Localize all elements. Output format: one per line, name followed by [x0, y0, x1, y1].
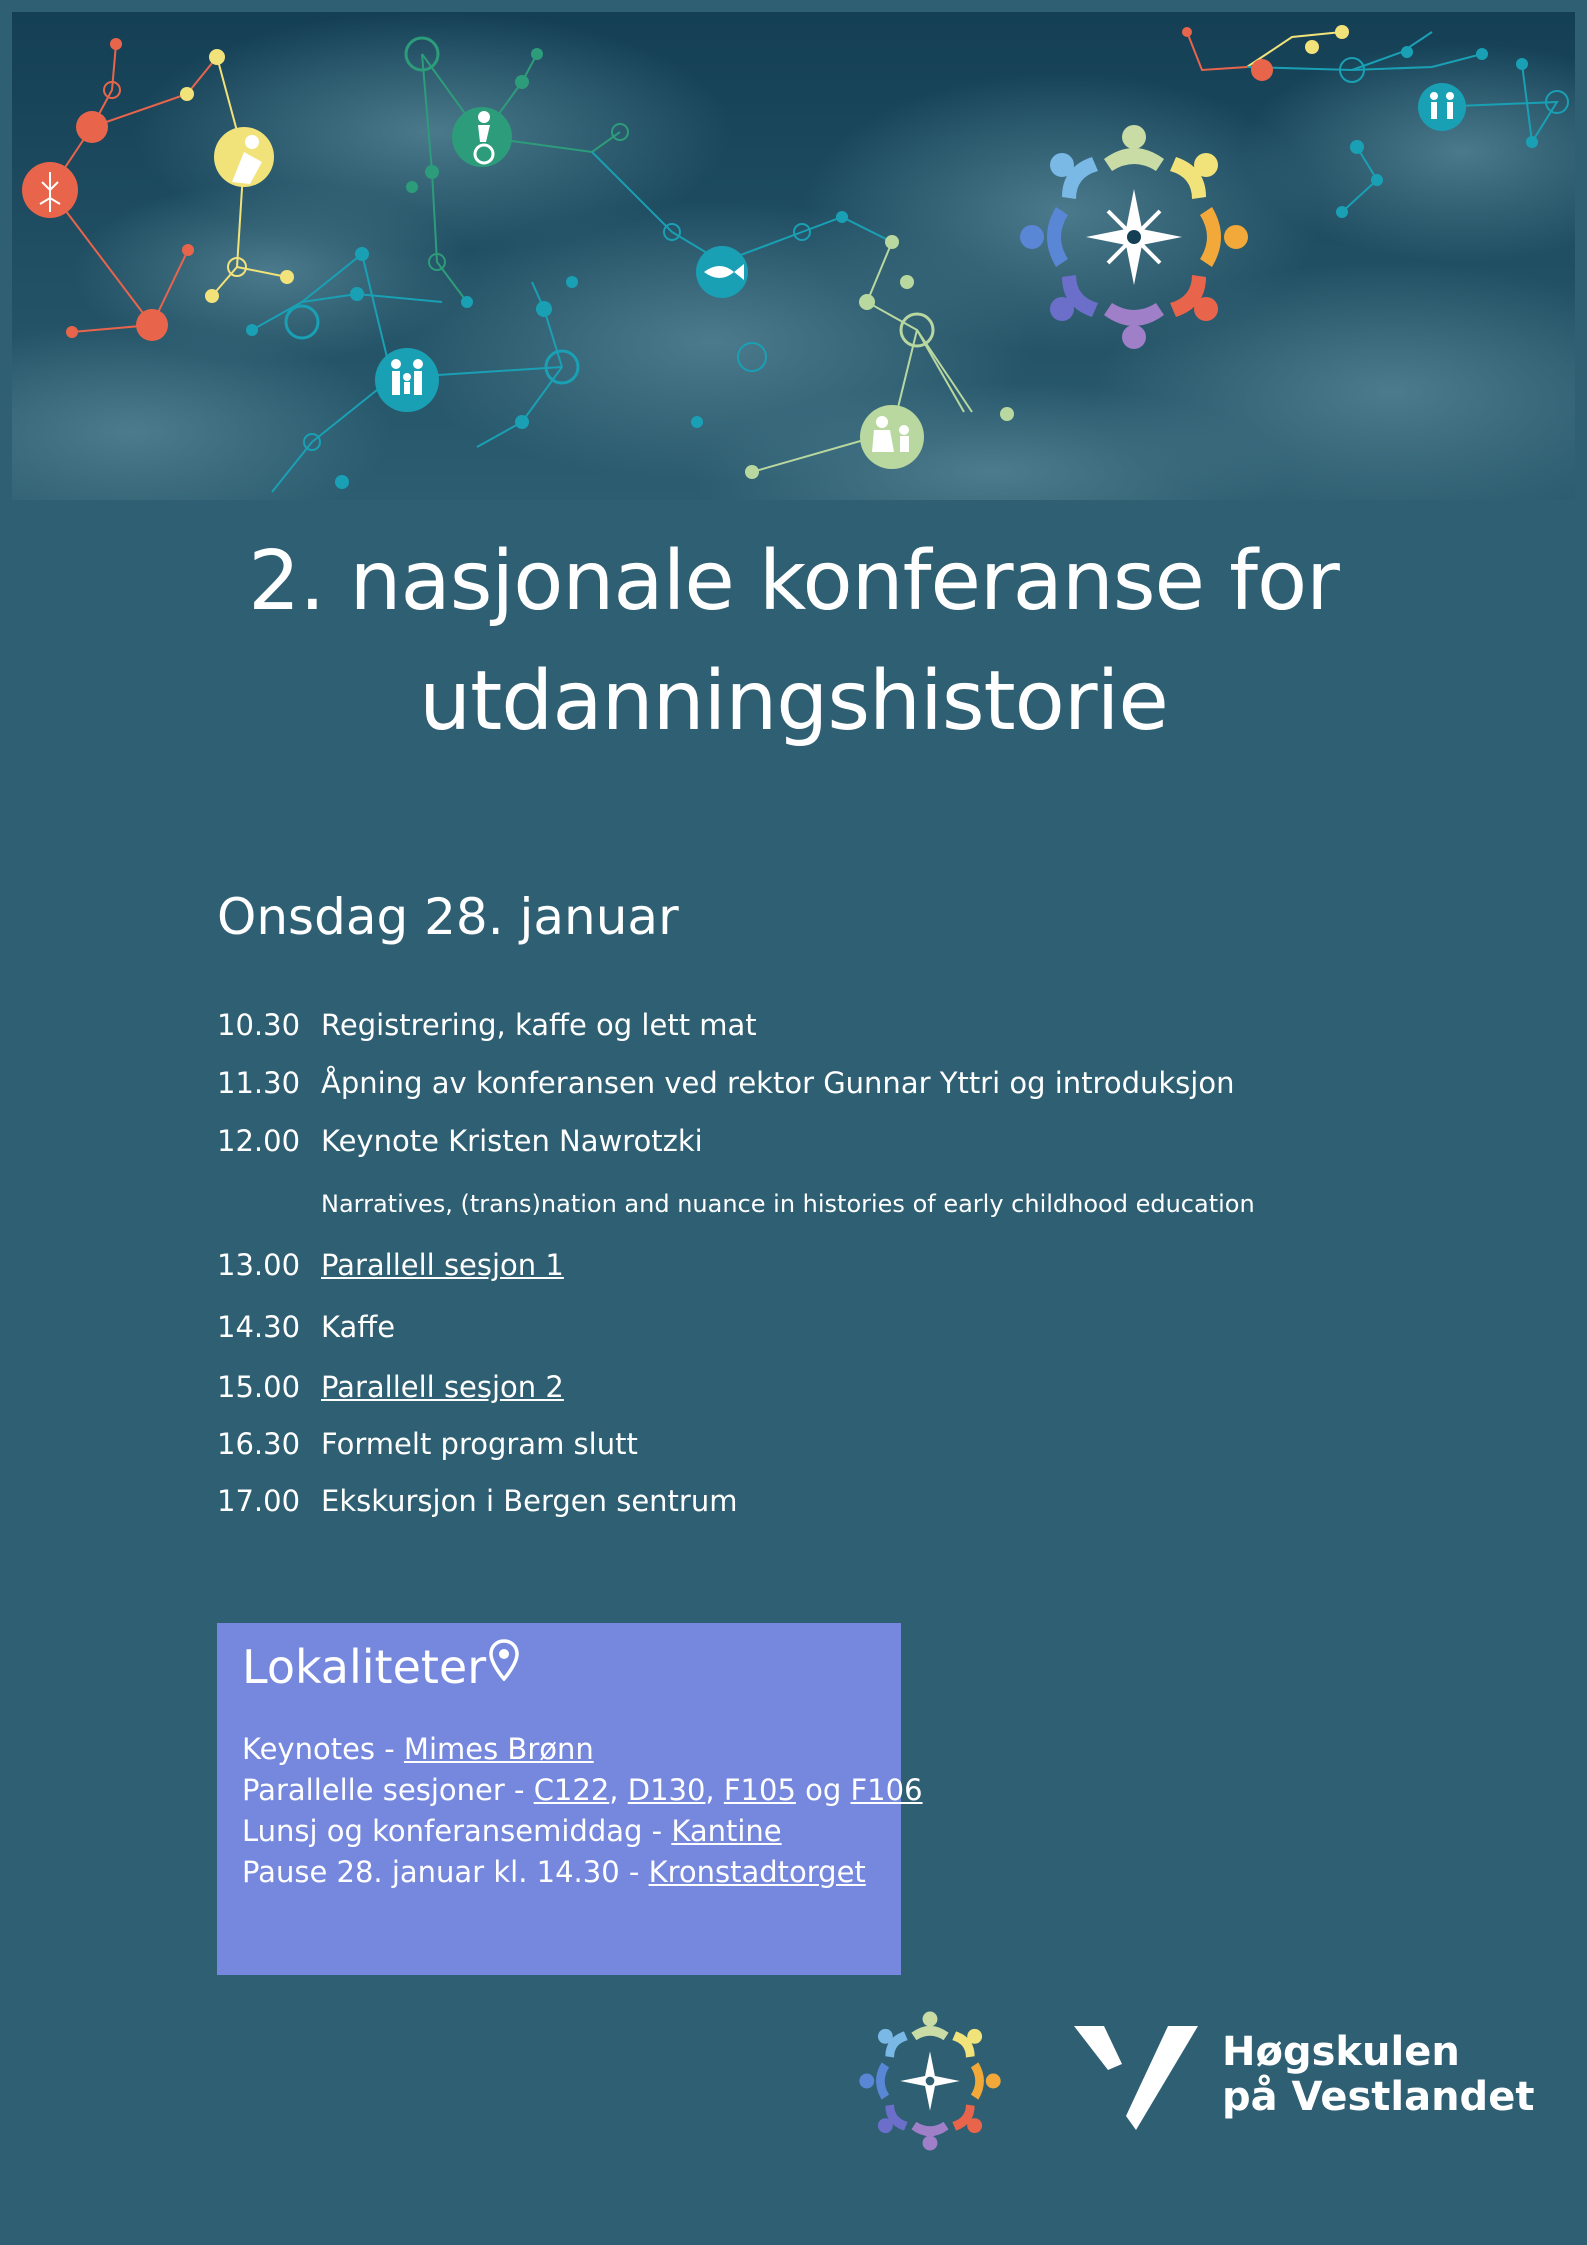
schedule-time: 10.30: [217, 1008, 301, 1042]
schedule-row: [217, 1066, 1234, 1100]
pictogram-tree-icon: [22, 162, 78, 218]
schedule-item: Åpning av konferansen ved rektor Gunnar Yttri og introduksjon: [321, 1066, 1235, 1100]
pictogram-family-icon-small: [1418, 83, 1466, 131]
pictogram-cyclist-icon: [452, 107, 512, 167]
mimes-bronn-link[interactable]: Mimes Brønn: [403, 1732, 594, 1766]
institution-name: [1222, 2030, 1534, 2120]
kronstadtorget-link[interactable]: Kronstadtorget: [648, 1855, 866, 1889]
schedule-item: Formelt program slutt: [321, 1427, 638, 1461]
conference-title-line2: utdanningshistorie: [419, 654, 1168, 749]
conference-title: [0, 522, 1587, 762]
pictogram-care-icon: [860, 405, 924, 469]
footer-compass-logo-icon: [858, 2008, 1002, 2154]
schedule-row: [217, 1427, 638, 1461]
venues-heading: Lokaliteter: [242, 1640, 487, 1694]
pictogram-fish-icon: [696, 246, 748, 298]
schedule-time: 17.00: [217, 1484, 301, 1518]
venue-break-label: Pause 28. januar kl. 14.30 -: [242, 1855, 649, 1889]
schedule-row: [217, 1310, 395, 1344]
conference-title-line1: 2. nasjonale konferanse for: [248, 534, 1339, 629]
venue-lunch: [242, 1811, 923, 1852]
venues-list: [242, 1729, 923, 1893]
kantine-link[interactable]: Kantine: [671, 1814, 782, 1848]
room-f105-link[interactable]: F105: [723, 1773, 796, 1807]
schedule-row: [217, 1248, 564, 1282]
keynote-talk-text: Narratives, (trans)nation and nuance in histories of early childhood education: [321, 1190, 1255, 1218]
room-d130-link[interactable]: D130: [627, 1773, 706, 1807]
pictogram-reading-icon: [214, 127, 274, 187]
venues-box: [217, 1623, 923, 1975]
header-illustration: [12, 12, 1575, 500]
location-pin-icon: [489, 1639, 519, 1681]
separator: ,: [705, 1773, 724, 1807]
separator: ,: [609, 1773, 628, 1807]
schedule-item: Ekskursjon i Bergen sentrum: [321, 1484, 738, 1518]
room-f106-link[interactable]: F106: [850, 1773, 923, 1807]
pictogram-family-icon: [375, 348, 439, 412]
venue-keynotes-label: Keynotes -: [242, 1732, 404, 1766]
schedule-time: 12.00: [217, 1124, 301, 1158]
venue-keynotes: [242, 1729, 923, 1770]
schedule-row: [217, 1484, 737, 1518]
venue-lunch-label: Lunsj og konferansemiddag -: [242, 1814, 672, 1848]
schedule-item: Registrering, kaffe og lett mat: [321, 1008, 757, 1042]
room-c122-link[interactable]: C122: [533, 1773, 610, 1807]
schedule-time: 16.30: [217, 1427, 301, 1461]
venue-break: [242, 1852, 923, 1893]
schedule-time: 13.00: [217, 1248, 301, 1282]
venue-parallel: [242, 1770, 923, 1811]
schedule-time: 15.00: [217, 1370, 301, 1404]
schedule-time: 11.30: [217, 1066, 301, 1100]
institution-name-line2: på Vestlandet: [1222, 2074, 1535, 2120]
conference-compass-logo-icon: [1020, 125, 1248, 349]
day-heading: Onsdag 28. januar: [217, 888, 679, 946]
schedule-item: Keynote Kristen Nawrotzki: [321, 1124, 703, 1158]
schedule-row: [217, 1008, 757, 1042]
conjunction: og: [795, 1773, 851, 1807]
schedule-item: Kaffe: [321, 1310, 396, 1344]
keynote-talk-title: [321, 1190, 1255, 1218]
hvl-logo-mark-icon: [1074, 2024, 1198, 2132]
schedule-row: [217, 1124, 703, 1158]
venue-parallel-label: Parallelle sesjoner -: [242, 1773, 534, 1807]
institution-name-line1: Høgskulen: [1222, 2029, 1460, 2075]
schedule-row: [217, 1370, 564, 1404]
schedule-time: 14.30: [217, 1310, 301, 1344]
parallel-session-2-link[interactable]: Parallell sesjon 2: [321, 1370, 564, 1404]
parallel-session-1-link[interactable]: Parallell sesjon 1: [321, 1248, 564, 1282]
